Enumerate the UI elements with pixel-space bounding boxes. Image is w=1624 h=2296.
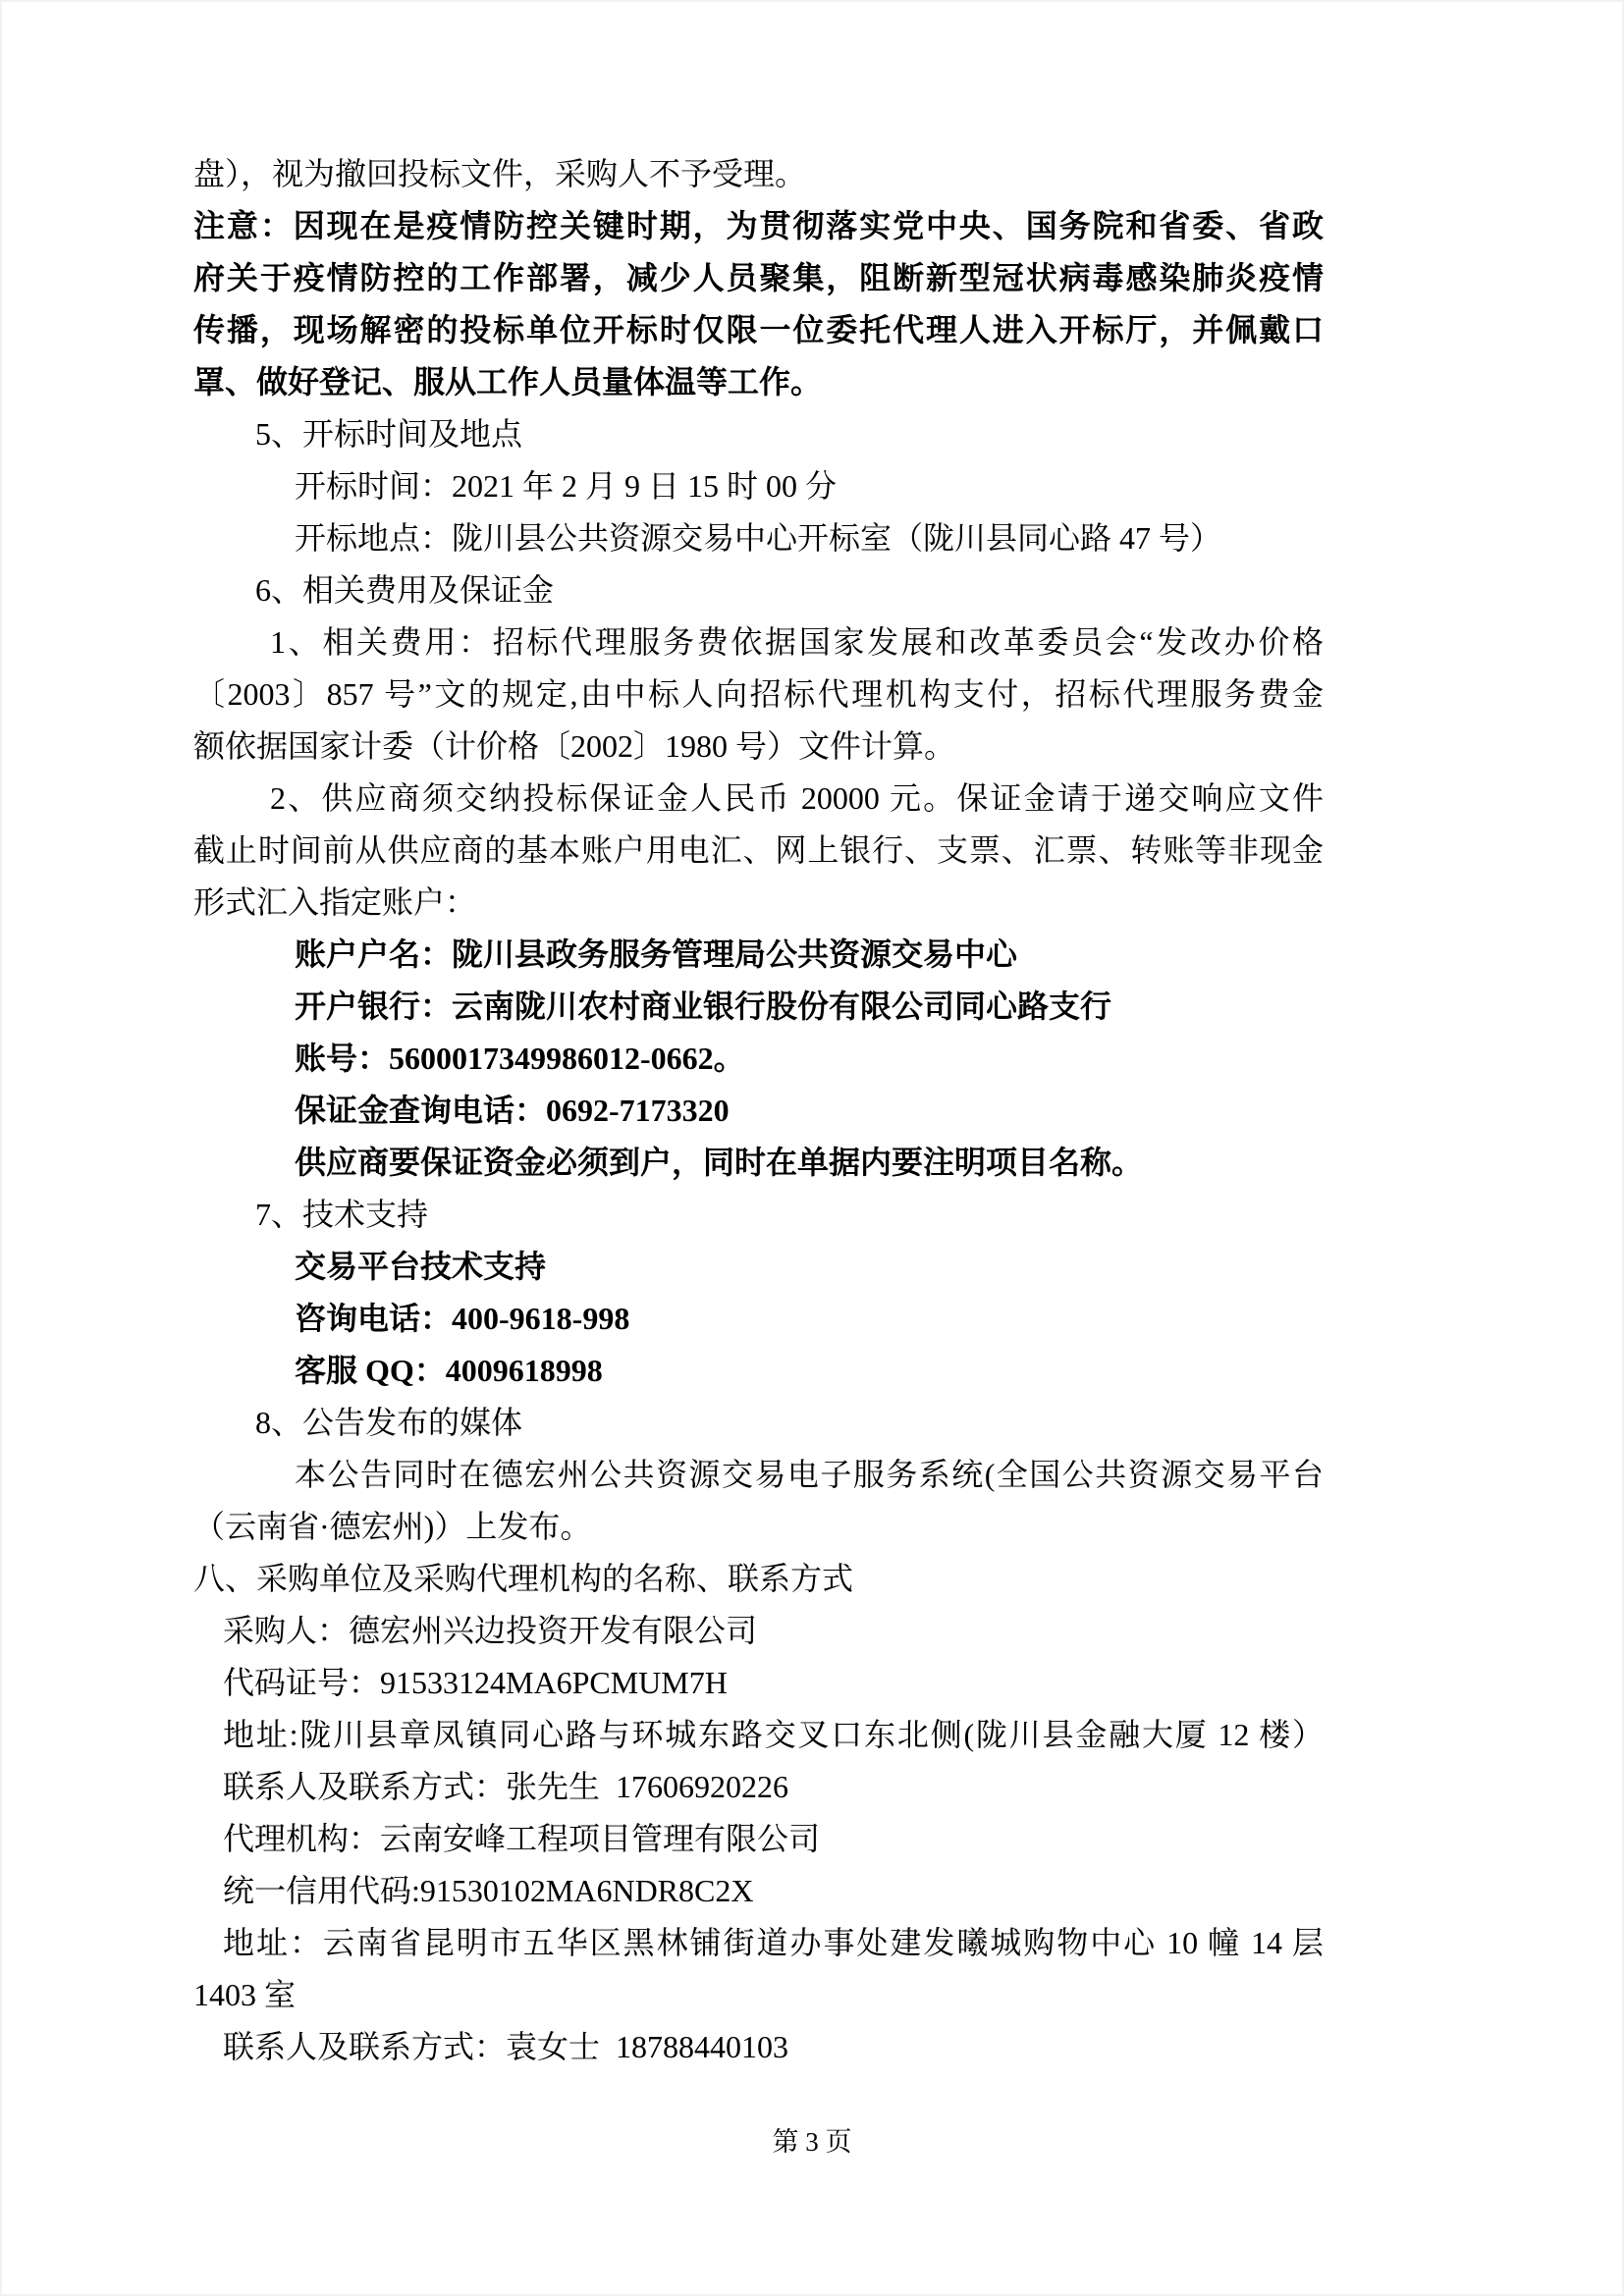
- document-line: 〔2003〕857 号”文的规定,由中标人向招标代理机构支付，招标代理服务费金: [193, 676, 1324, 712]
- document-line: 地址:陇川县章凤镇同心路与环城东路交叉口东北侧(陇川县金融大厦 12 楼）: [223, 1717, 1324, 1752]
- document-line: 地址：云南省昆明市五华区黑林铺街道办事处建发曦城购物中心 10 幢 14 层: [223, 1925, 1324, 1960]
- document-line: 开标地点：陇川县公共资源交易中心开标室（陇川县同心路 47 号）: [295, 520, 1222, 556]
- document-line: 代码证号：91533124MA6PCMUM7H: [223, 1665, 728, 1700]
- document-line: 联系人及联系方式：袁女士 18788440103: [223, 2029, 789, 2064]
- document-line: 供应商要保证资金必须到户，同时在单据内要注明项目名称。: [295, 1145, 1144, 1180]
- document-line: 8、公告发布的媒体: [255, 1405, 523, 1440]
- document-line: 6、相关费用及保证金: [255, 572, 555, 608]
- document-line: 府关于疫情防控的工作部署，减少人员聚集，阻断新型冠状病毒感染肺炎疫情: [193, 260, 1324, 295]
- document-line: 采购人：德宏州兴边投资开发有限公司: [223, 1613, 758, 1648]
- document-line: 7、技术支持: [255, 1197, 429, 1232]
- document-line: 代理机构：云南安峰工程项目管理有限公司: [223, 1821, 821, 1856]
- document-line: 注意：因现在是疫情防控关键时期，为贯彻落实党中央、国务院和省委、省政: [193, 208, 1324, 243]
- document-line: 1403 室: [193, 1977, 297, 2012]
- page-footer: 第 3 页: [772, 2127, 852, 2157]
- document-line: 5、开标时间及地点: [255, 416, 523, 452]
- document-line: 额依据国家计委（计价格〔2002〕1980 号）文件计算。: [193, 728, 956, 764]
- document-line: 交易平台技术支持: [295, 1249, 547, 1284]
- document-line: 账号：5600017349986012-0662。: [295, 1041, 745, 1076]
- document-line: 统一信用代码:91530102MA6NDR8C2X: [223, 1873, 754, 1908]
- document-line: 开户银行：云南陇川农村商业银行股份有限公司同心路支行: [295, 988, 1112, 1024]
- document-line: 罩、做好登记、服从工作人员量体温等工作。: [193, 364, 823, 400]
- document-line: 咨询电话：400-9618-998: [295, 1301, 630, 1336]
- document-line: 2、供应商须交纳投标保证金人民币 20000 元。保证金请于递交响应文件: [270, 780, 1324, 816]
- document-line: 1、相关费用：招标代理服务费依据国家发展和改革委员会“发改办价格: [270, 624, 1324, 660]
- document-body: [193, 148, 1324, 2073]
- document-line: 客服 QQ：4009618998: [295, 1353, 603, 1388]
- document-line: 八、采购单位及采购代理机构的名称、联系方式: [193, 1561, 854, 1596]
- document-line: 账户户名：陇川县政务服务管理局公共资源交易中心: [295, 936, 1018, 972]
- document-line: 截止时间前从供应商的基本账户用电汇、网上银行、支票、汇票、转账等非现金: [193, 832, 1324, 868]
- document-line: 开标时间：2021 年 2 月 9 日 15 时 00 分: [295, 468, 838, 504]
- document-line: （云南省·德宏州)）上发布。: [193, 1509, 592, 1544]
- document-line: 形式汇入指定账户：: [193, 884, 477, 920]
- document-line: 联系人及联系方式：张先生 17606920226: [223, 1769, 789, 1804]
- document-line: 保证金查询电话：0692-7173320: [295, 1093, 730, 1128]
- document-line: 盘），视为撤回投标文件，采购人不予受理。: [193, 156, 807, 191]
- document-line: 传播，现场解密的投标单位开标时仅限一位委托代理人进入开标厅，并佩戴口: [193, 312, 1324, 347]
- document-line: 本公告同时在德宏州公共资源交易电子服务系统(全国公共资源交易平台: [295, 1457, 1324, 1492]
